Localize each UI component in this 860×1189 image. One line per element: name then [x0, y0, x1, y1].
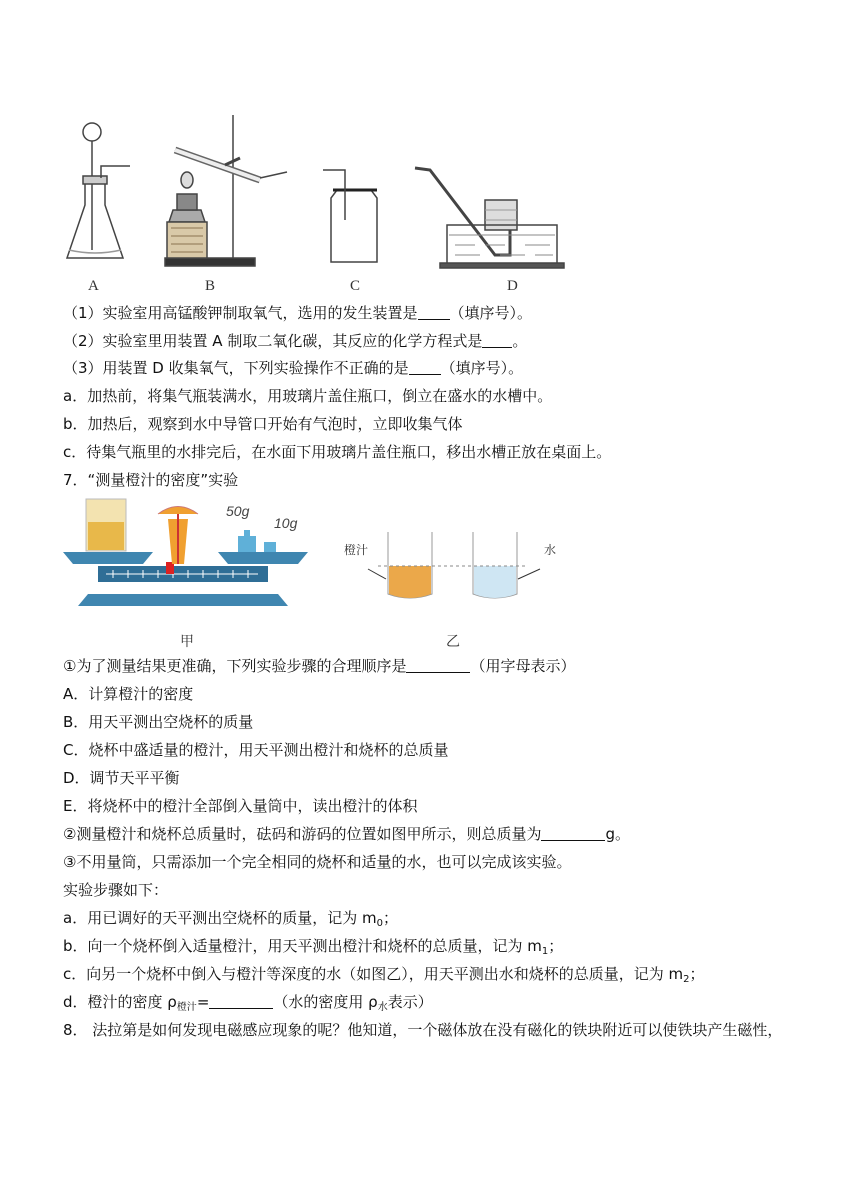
q7-substep-c: c．向另一个烧杯中倒入与橙汁等深度的水（如图乙），用天平测出水和烧杯的总质量，记为 $m_2$；: [63, 965, 705, 985]
weight-10g: 10g: [274, 515, 298, 531]
apparatus-b: [165, 115, 287, 266]
label-d: D: [507, 278, 518, 294]
q6-option-a: a．加热前，将集气瓶装满水，用玻璃片盖住瓶口，倒立在盛水的水槽中。: [63, 387, 553, 405]
beakers: [368, 532, 540, 598]
balance-scale: [63, 499, 308, 606]
balance-figure: [58, 494, 558, 654]
balance-drawing: [58, 494, 558, 654]
q7-step1: ①为了测量结果更准确，下列实验步骤的合理顺序是 （用字母表示）: [63, 657, 576, 675]
answer-blank[interactable]: [409, 360, 441, 375]
weight-50g: 50g: [226, 503, 250, 519]
q7-substep-d: d．橙汁的密度 $\rho_{橙汁}=$ （水的密度用 $\rho_水$表示）: [63, 993, 433, 1013]
label-yi: 乙: [446, 633, 460, 649]
answer-blank[interactable]: [482, 333, 512, 348]
q7-substep-b: b．向一个烧杯倒入适量橙汁，用天平测出橙汁和烧杯的总质量，记为 $m_1$；: [63, 937, 564, 957]
apparatus-c: [323, 170, 377, 262]
apparatus-a: [67, 123, 130, 258]
q7-option-c: C．烧杯中盛适量的橙汁，用天平测出橙汁和烧杯的总质量: [63, 741, 449, 759]
q7-title: 7．“测量橙汁的密度”实验: [63, 471, 239, 489]
answer-blank[interactable]: [209, 994, 273, 1009]
q7-step3: ③不用量筒，只需添加一个完全相同的烧杯和适量的水，也可以完成该实验。: [63, 853, 572, 871]
q7-step2: ②测量橙汁和烧杯总质量时，砝码和游码的位置如图甲所示，则总质量为 g。: [63, 825, 630, 843]
q7-option-d: D．调节天平平衡: [63, 769, 180, 787]
q7-option-a: A．计算橙汁的密度: [63, 685, 194, 703]
q6-part2: （2）实验室里用装置 A 制取二氧化碳，其反应的化学方程式是 。: [63, 332, 528, 350]
label-jia: 甲: [180, 633, 194, 649]
q6-part1: （1）实验室用高锰酸钾制取氧气，选用的发生装置是 （填序号）。: [63, 304, 533, 322]
q7-option-b: B．用天平测出空烧杯的质量: [63, 713, 254, 731]
apparatus-drawing: [55, 110, 575, 300]
apparatus-figure: [55, 110, 575, 300]
q8-text: 8． 法拉第是如何发现电磁感应现象的呢？他知道，一个磁体放在没有磁化的铁块附近可以使铁块产生磁性，: [63, 1021, 783, 1039]
q7-option-e: E．将烧杯中的橙汁全部倒入量筒中，读出橙汁的体积: [63, 797, 418, 815]
answer-blank[interactable]: [406, 658, 470, 673]
q7-steps-title: 实验步骤如下：: [63, 881, 169, 899]
q7-substep-a: a．用已调好的天平测出空烧杯的质量，记为 $m_0$；: [63, 909, 398, 929]
q6-part3: （3）用装置 D 收集氧气，下列实验操作不正确的是 （填序号）。: [63, 359, 524, 377]
label-juice: 橙汁: [344, 543, 369, 557]
label-water: 水: [544, 543, 557, 557]
label-a: A: [88, 278, 99, 294]
answer-blank[interactable]: [541, 826, 605, 841]
q6-option-b: b．加热后，观察到水中导管口开始有气泡时，立即收集气体: [63, 415, 463, 433]
q6-option-c: c．待集气瓶里的水排完后，在水面下用玻璃片盖住瓶口，移出水槽正放在桌面上。: [63, 443, 612, 461]
apparatus-d: [415, 168, 564, 268]
label-c: C: [350, 278, 361, 294]
label-b: B: [205, 278, 216, 294]
answer-blank[interactable]: [418, 305, 450, 320]
